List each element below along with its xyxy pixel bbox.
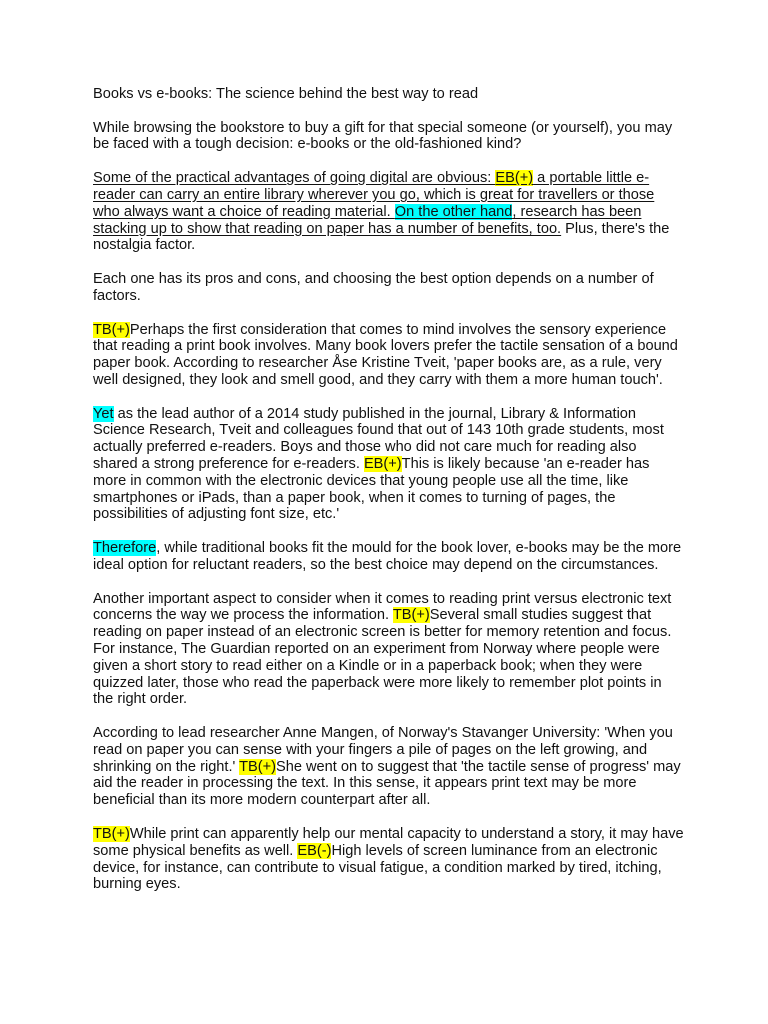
tag-tb-plus: TB(+) xyxy=(392,607,430,624)
tag-eb-plus: EB(+) xyxy=(363,456,402,472)
text-span: High levels of screen luminance from an electronic device, for instance, can contribute to visual fatigue, a condition marked by tired, itching, burning eyes. xyxy=(93,842,662,893)
tag-eb-plus: EB(+) xyxy=(495,170,534,187)
text-span: According to lead researcher Anne Mangen, of Norway's Stavanger University: 'When you read on paper you can sense with your fingers a pile of pages on the left growing, and shrinking on the right.' xyxy=(93,725,673,775)
document-page xyxy=(93,86,685,910)
paragraph-therefore xyxy=(93,540,685,574)
text-span: as the lead author of a 2014 study published in the journal, Library & Information Science Research, Tveit and colleagues found that out of 143 10th grade students, most actually preferred e-readers. Boys and those who did not care much for reading also shared a strong preference for e-readers. xyxy=(93,405,664,472)
text-span: This is likely because 'an e-reader has more in common with the electronic devices that young people use all the time, like smartphones or iPads, than a paper book, when it comes to turning of pages, the possibilities of adjusting font size, etc.' xyxy=(93,456,650,523)
text-span: While print can apparently help our mental capacity to understand a story, it may have some physical benefits as well. xyxy=(93,825,684,859)
tag-tb-plus: TB(+) xyxy=(239,758,276,775)
paragraph-advantages xyxy=(93,170,685,254)
text-span: a portable little e-reader can carry an entire library wherever you go, which is great for travellers or those who always want a choice of reading material. xyxy=(93,170,655,220)
text-span: , research has been stacking up to show that reading on paper has a number of benefits, too. xyxy=(93,203,642,237)
text-span: She went on to suggest that 'the tactile sense of progress' may aid the reader in processing the text. In this sense, it appears print text may be more beneficial than its more modern counterpart after all. xyxy=(93,758,681,809)
tag-eb-minus: EB(-) xyxy=(297,842,332,859)
document-title: Books vs e-books: The science behind the best way to read xyxy=(93,86,479,102)
paragraph-pros-cons: Each one has its pros and cons, and choosing the best option depends on a number of factors. xyxy=(93,271,654,304)
paragraph-sensory xyxy=(93,322,685,389)
text-span: Some of the practical advantages of going digital are obvious: xyxy=(93,170,496,187)
connector-highlight: On the other hand xyxy=(394,203,513,220)
paragraph-processing xyxy=(93,591,685,709)
paragraph-physical xyxy=(93,826,685,893)
text-span: Several small studies suggest that reading on paper instead of an electronic screen is better for memory retention and focus. For instance, The Guardian reported on an experiment from Norway where people were given a short story to read either on a Kindle or in a paperback book; when they were quizzed later, those who read the paperback were more likely to remember plot points in the right order. xyxy=(93,607,672,708)
tag-tb-plus: TB(+) xyxy=(93,321,130,338)
connector-highlight: Therefore xyxy=(93,540,157,557)
text-span: Perhaps the first consideration that comes to mind involves the sensory experience that reading a print book involves. Many book lovers prefer the tactile sensation of a bound paper book. According to researcher Åse Kristine Tveit, 'paper books are, as a rule, very well designed, they look and smell good, and they carry with them a more human touch'. xyxy=(93,321,678,388)
tag-tb-plus: TB(+) xyxy=(93,825,130,842)
paragraph-mangen xyxy=(93,725,685,809)
paragraph-intro: While browsing the bookstore to buy a gift for that special someone (or yourself), you may be faced with a tough decision: e-books or the old-fashioned kind? xyxy=(93,119,673,153)
paragraph-study xyxy=(93,406,685,524)
text-span: Plus, there's the nostalgia factor. xyxy=(93,220,670,254)
connector-highlight: Yet xyxy=(93,405,114,422)
text-span: Another important aspect to consider when it comes to reading print versus electronic text concerns the way we process the information. xyxy=(93,590,672,624)
text-span: , while traditional books fit the mould for the book lover, e-books may be the more ideal option for reluctant readers, so the best choice may depend on the circumstances. xyxy=(93,540,682,573)
